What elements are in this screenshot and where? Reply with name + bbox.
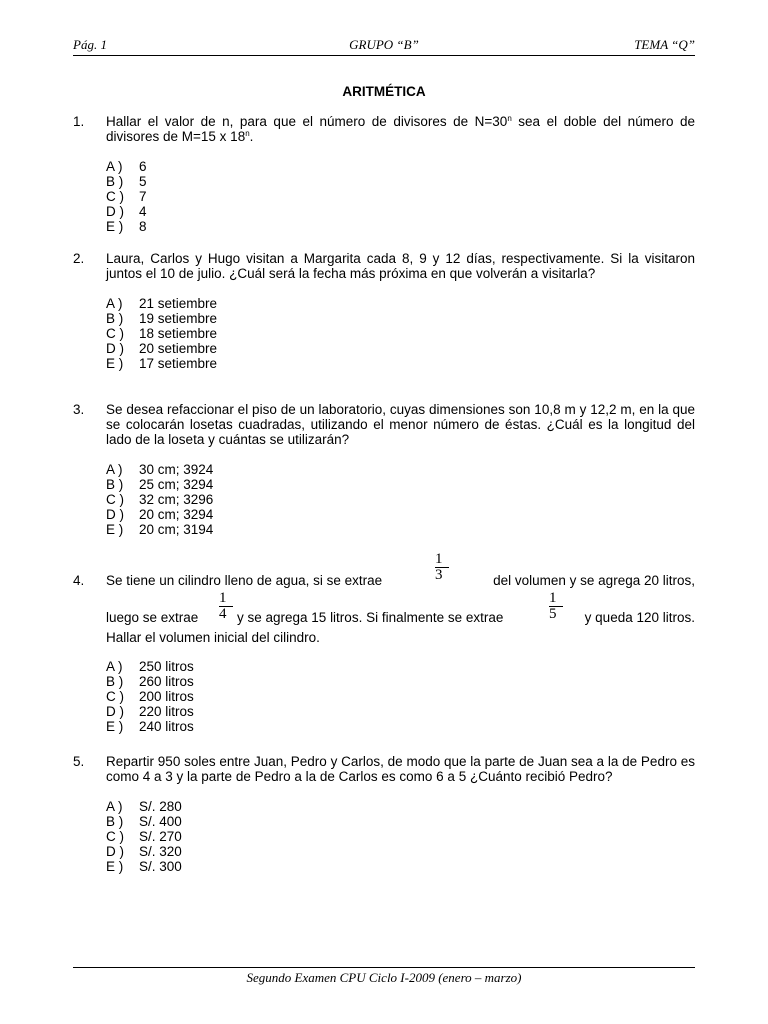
- option: [106, 219, 695, 234]
- option-key: E ): [106, 356, 124, 371]
- page-header: [73, 37, 695, 56]
- option: [106, 204, 695, 219]
- option-value: 6: [139, 159, 147, 174]
- fraction-denominator: 4: [219, 606, 227, 622]
- option: [106, 814, 695, 829]
- option-value: 30 cm; 3924: [139, 462, 214, 477]
- question-text-part: y queda 120 litros.: [584, 610, 695, 625]
- option-key: E ): [106, 859, 124, 874]
- option: [106, 689, 695, 704]
- question-text-part: y se agrega 15 litros. Si finalmente se extrae: [237, 610, 504, 625]
- exponent: n: [245, 129, 250, 138]
- option: [106, 522, 695, 537]
- option-value: 260 litros: [139, 674, 194, 689]
- fraction-one-third: [435, 552, 449, 583]
- option: [106, 859, 695, 874]
- option-key: E ): [106, 219, 124, 234]
- option: [106, 326, 695, 341]
- option-key: A ): [106, 799, 123, 814]
- option: [106, 477, 695, 492]
- option-value: 200 litros: [139, 689, 194, 704]
- option-value: 18 setiembre: [139, 326, 218, 341]
- option-value: 240 litros: [139, 719, 194, 734]
- section-title: ARITMÉTICA: [342, 84, 426, 99]
- question-text: [106, 114, 695, 144]
- option-value: 21 setiembre: [139, 296, 218, 311]
- page-number: Pág. 1: [73, 37, 107, 52]
- question-text: Se desea refaccionar el piso de un laboratorio, cuyas dimensiones son 10,8 m y 12,2 m, en la que se colocarán losetas cuadradas, utilizando el menor número de éstas. ¿Cuál es la longitud del lado de la loseta y cuántas se utilizarán?: [106, 402, 695, 447]
- question-number: 3.: [73, 402, 85, 417]
- option-value: S/. 300: [139, 859, 182, 874]
- fraction-denominator: 5: [549, 606, 557, 622]
- option: [106, 674, 695, 689]
- option-value: 20 setiembre: [139, 341, 218, 356]
- option: [106, 356, 695, 371]
- option: [106, 189, 695, 204]
- question-line: [106, 589, 695, 624]
- option: [106, 829, 695, 844]
- option: [106, 719, 695, 734]
- tema-label: TEMA “Q”: [634, 37, 695, 52]
- question-number: 2.: [73, 251, 85, 266]
- question-text: [106, 552, 695, 645]
- question-3: [73, 402, 695, 537]
- question-text-part: luego se extrae: [106, 610, 199, 625]
- option-value: 20 cm; 3194: [139, 522, 214, 537]
- question-5: [73, 754, 695, 874]
- option: [106, 704, 695, 719]
- option-value: 220 litros: [139, 704, 194, 719]
- option: [106, 159, 695, 174]
- option: [106, 507, 695, 522]
- option-key: C ): [106, 829, 124, 844]
- option: [106, 492, 695, 507]
- option: [106, 341, 695, 356]
- question-text: Laura, Carlos y Hugo visitan a Margarita cada 8, 9 y 12 días, respectivamente. Si la visitaron juntos el 10 de julio. ¿Cuál será la fecha más próxima en que volverán a visitarla?: [106, 251, 695, 281]
- option-value: 32 cm; 3296: [139, 492, 214, 507]
- exponent: n: [507, 114, 512, 123]
- option-key: A ): [106, 659, 123, 674]
- option-value: S/. 400: [139, 814, 182, 829]
- page-footer: Segundo Examen CPU Ciclo I-2009 (enero – marzo): [73, 967, 695, 986]
- question-number: 1.: [73, 114, 85, 129]
- option-key: D ): [106, 341, 124, 356]
- option-key: B ): [106, 174, 124, 189]
- question-number: 5.: [73, 754, 85, 769]
- fraction-numerator: 1: [219, 591, 233, 607]
- option-key: E ): [106, 719, 124, 734]
- options-list: [106, 799, 695, 874]
- question-number: 4.: [73, 573, 85, 588]
- option-value: 7: [139, 189, 147, 204]
- option-key: B ): [106, 674, 124, 689]
- question-4: [73, 552, 695, 734]
- fraction-one-fourth: [219, 591, 233, 622]
- question-line: [106, 552, 695, 589]
- option-key: B ): [106, 814, 124, 829]
- option-value: 5: [139, 174, 147, 189]
- option-key: B ): [106, 311, 124, 326]
- question-text: Repartir 950 soles entre Juan, Pedro y Carlos, de modo que la parte de Juan sea a la de Pedro es como 4 a 3 y la parte de Pedro a la de Carlos es como 6 a 5 ¿Cuánto recibió Pedro?: [106, 754, 695, 784]
- option-value: S/. 320: [139, 844, 182, 859]
- option: [106, 311, 695, 326]
- option: [106, 296, 695, 311]
- options-list: [106, 659, 695, 734]
- option-value: 20 cm; 3294: [139, 507, 214, 522]
- option: [106, 844, 695, 859]
- option-value: S/. 270: [139, 829, 182, 844]
- option-key: A ): [106, 159, 123, 174]
- option-value: 8: [139, 219, 147, 234]
- question-text-part: del volumen y se agrega 20 litros,: [493, 573, 695, 588]
- group-label: GRUPO “B”: [349, 37, 419, 52]
- options-list: [106, 159, 695, 234]
- option-key: A ): [106, 296, 123, 311]
- option-value: 25 cm; 3294: [139, 477, 214, 492]
- fraction-denominator: 3: [435, 567, 443, 583]
- fraction-one-fifth: [549, 591, 563, 622]
- options-list: [106, 296, 695, 371]
- option-key: B ): [106, 477, 124, 492]
- question-2: [73, 251, 695, 371]
- question-text-part: Hallar el volumen inicial del cilindro.: [106, 630, 320, 645]
- option-key: D ): [106, 844, 124, 859]
- option-value: 17 setiembre: [139, 356, 218, 371]
- fraction-numerator: 1: [549, 591, 563, 607]
- question-1: [73, 114, 695, 234]
- option-key: D ): [106, 507, 124, 522]
- option-key: C ): [106, 689, 124, 704]
- question-text-part: Se tiene un cilindro lleno de agua, si se extrae: [106, 573, 383, 588]
- option-value: 19 setiembre: [139, 311, 218, 326]
- option-key: A ): [106, 462, 123, 477]
- option-value: 4: [139, 204, 147, 219]
- option: [106, 462, 695, 477]
- question-text-part: sea el doble del número de divisores de M=15 x 18: [106, 114, 695, 144]
- option-key: C ): [106, 189, 124, 204]
- fraction-numerator: 1: [435, 552, 449, 568]
- option-key: D ): [106, 704, 124, 719]
- options-list: [106, 462, 695, 537]
- option: [106, 174, 695, 189]
- option-key: C ): [106, 492, 124, 507]
- option: [106, 659, 695, 674]
- question-text-part: .: [249, 129, 254, 144]
- option-value: 250 litros: [139, 659, 194, 674]
- option-value: S/. 280: [139, 799, 182, 814]
- option: [106, 799, 695, 814]
- option-key: D ): [106, 204, 124, 219]
- question-text-part: Hallar el valor de n, para que el número de divisores de N=30: [106, 114, 508, 129]
- option-key: E ): [106, 522, 124, 537]
- option-key: C ): [106, 326, 124, 341]
